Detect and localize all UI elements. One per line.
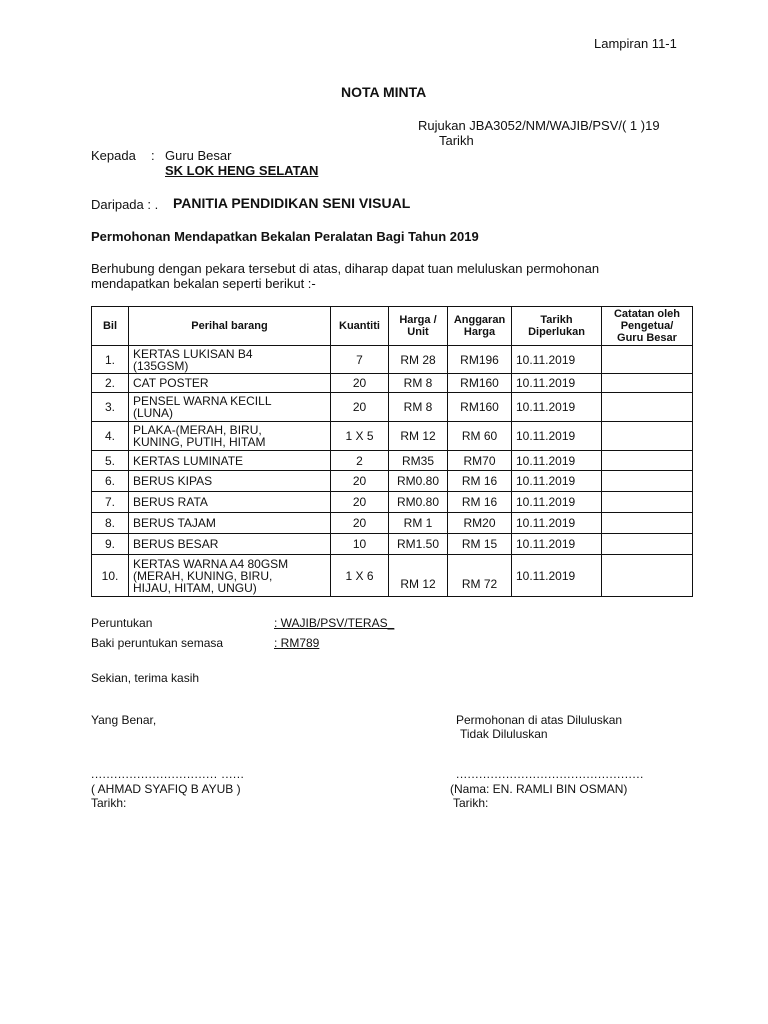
cell-catatan bbox=[602, 451, 693, 471]
yang-benar: Yang Benar, bbox=[91, 713, 157, 727]
subject-line: Permohonan Mendapatkan Bekalan Peralatan Bagi Tahun 2019 bbox=[91, 229, 479, 244]
cell-kuantiti: 1 X 5 bbox=[331, 422, 389, 451]
header-tarikh: Tarikh Diperlukan bbox=[512, 307, 602, 346]
cell-tarikh: 10.11.2019 bbox=[512, 451, 602, 471]
cell-anggaran: RM196 bbox=[448, 346, 512, 374]
cell-kuantiti: 2 bbox=[331, 451, 389, 471]
header-kuantiti: Kuantiti bbox=[331, 307, 389, 346]
cell-kuantiti: 1 X 6 bbox=[331, 555, 389, 597]
peruntukan-label: Peruntukan bbox=[91, 616, 153, 630]
cell-kuantiti: 20 bbox=[331, 471, 389, 492]
cell-perihal: BERUS BESAR bbox=[129, 534, 331, 555]
cell-harga: RM1.50 bbox=[389, 534, 448, 555]
cell-catatan bbox=[602, 471, 693, 492]
cell-kuantiti: 10 bbox=[331, 534, 389, 555]
table-row bbox=[92, 555, 693, 597]
cell-anggaran: RM20 bbox=[448, 513, 512, 534]
kepada-separator: : bbox=[151, 148, 155, 163]
cell-bil: 2. bbox=[92, 374, 129, 393]
signer-name-left: ( AHMAD SYAFIQ B AYUB ) bbox=[91, 782, 241, 796]
table-row bbox=[92, 513, 693, 534]
cell-tarikh: 10.11.2019 bbox=[512, 393, 602, 422]
items-table bbox=[91, 306, 693, 597]
table-row bbox=[92, 374, 693, 393]
cell-catatan bbox=[602, 513, 693, 534]
header-bil: Bil bbox=[92, 307, 129, 346]
table-row bbox=[92, 471, 693, 492]
lampiran-label: Lampiran 11-1 bbox=[594, 36, 677, 51]
cell-kuantiti: 20 bbox=[331, 374, 389, 393]
cell-tarikh: 10.11.2019 bbox=[512, 422, 602, 451]
cell-perihal: PENSEL WARNA KECILL (LUNA) bbox=[129, 393, 331, 422]
cell-harga: RM 8 bbox=[389, 374, 448, 393]
cell-bil: 10. bbox=[92, 555, 129, 597]
date-label-left: Tarikh: bbox=[91, 796, 127, 810]
table-row bbox=[92, 534, 693, 555]
cell-bil: 5. bbox=[92, 451, 129, 471]
cell-perihal: BERUS KIPAS bbox=[129, 471, 331, 492]
cell-harga: RM 12 bbox=[389, 422, 448, 451]
cell-perihal: KERTAS WARNA A4 80GSM (MERAH, KUNING, BIRU, HIJAU, HITAM, UNGU) bbox=[129, 555, 331, 597]
cell-perihal: PLAKA-(MERAH, BIRU, KUNING, PUTIH, HITAM bbox=[129, 422, 331, 451]
daripada-value: PANITIA PENDIDIKAN SENI VISUAL bbox=[173, 195, 411, 211]
cell-catatan bbox=[602, 374, 693, 393]
cell-tarikh: 10.11.2019 bbox=[512, 471, 602, 492]
cell-catatan bbox=[602, 555, 693, 597]
page-title: NOTA MINTA bbox=[341, 84, 427, 100]
kepada-recipient: Guru Besar bbox=[165, 148, 232, 163]
intro-line-2: mendapatkan bekalan seperti berikut :- bbox=[91, 276, 316, 291]
cell-harga: RM 28 bbox=[389, 346, 448, 374]
signer-name-right: (Nama: EN. RAMLI BIN OSMAN) bbox=[450, 782, 628, 796]
table-row bbox=[92, 393, 693, 422]
cell-catatan bbox=[602, 422, 693, 451]
header-anggaran: Anggaran Harga bbox=[448, 307, 512, 346]
cell-perihal: KERTAS LUMINATE bbox=[129, 451, 331, 471]
cell-catatan bbox=[602, 346, 693, 374]
approval-line-1: Permohonan di atas Diluluskan bbox=[456, 713, 623, 727]
header-perihal: Perihal barang bbox=[129, 307, 331, 346]
cell-bil: 9. bbox=[92, 534, 129, 555]
cell-bil: 4. bbox=[92, 422, 129, 451]
date-label-right: Tarikh: bbox=[453, 796, 489, 810]
cell-catatan bbox=[602, 393, 693, 422]
rujukan-line: Rujukan JBA3052/NM/WAJIB/PSV/( 1 )19 bbox=[418, 118, 660, 133]
cell-kuantiti: 20 bbox=[331, 492, 389, 513]
cell-anggaran: RM 72 bbox=[448, 555, 512, 597]
cell-tarikh: 10.11.2019 bbox=[512, 492, 602, 513]
cell-bil: 8. bbox=[92, 513, 129, 534]
table-row bbox=[92, 451, 693, 471]
cell-harga: RM 1 bbox=[389, 513, 448, 534]
cell-anggaran: RM 16 bbox=[448, 471, 512, 492]
peruntukan-value: : WAJIB/PSV/TERAS_ bbox=[274, 616, 395, 630]
cell-harga: RM 8 bbox=[389, 393, 448, 422]
cell-harga: RM0.80 bbox=[389, 492, 448, 513]
cell-anggaran: RM 16 bbox=[448, 492, 512, 513]
header-harga: Harga / Unit bbox=[389, 307, 448, 346]
cell-bil: 7. bbox=[92, 492, 129, 513]
cell-perihal: BERUS TAJAM bbox=[129, 513, 331, 534]
cell-tarikh: 10.11.2019 bbox=[512, 346, 602, 374]
approval-line-2: Tidak Diluluskan bbox=[460, 727, 548, 741]
cell-anggaran: RM160 bbox=[448, 393, 512, 422]
cell-anggaran: RM 60 bbox=[448, 422, 512, 451]
cell-catatan bbox=[602, 492, 693, 513]
signature-line-left: ................................. ...... bbox=[91, 767, 245, 781]
cell-bil: 3. bbox=[92, 393, 129, 422]
cell-kuantiti: 7 bbox=[331, 346, 389, 374]
table-row bbox=[92, 346, 693, 374]
tarikh-top-label: Tarikh bbox=[439, 133, 474, 148]
kepada-label: Kepada bbox=[91, 148, 136, 163]
kepada-school: SK LOK HENG SELATAN bbox=[165, 163, 319, 178]
cell-anggaran: RM70 bbox=[448, 451, 512, 471]
cell-harga: RM0.80 bbox=[389, 471, 448, 492]
cell-kuantiti: 20 bbox=[331, 393, 389, 422]
cell-tarikh: 10.11.2019 bbox=[512, 555, 602, 597]
cell-anggaran: RM 15 bbox=[448, 534, 512, 555]
table-row bbox=[92, 422, 693, 451]
cell-perihal: KERTAS LUKISAN B4 (135GSM) bbox=[129, 346, 331, 374]
table-row bbox=[92, 492, 693, 513]
cell-catatan bbox=[602, 534, 693, 555]
cell-bil: 1. bbox=[92, 346, 129, 374]
header-catatan: Catatan oleh Pengetua/ Guru Besar bbox=[602, 307, 693, 346]
cell-tarikh: 10.11.2019 bbox=[512, 534, 602, 555]
cell-bil: 6. bbox=[92, 471, 129, 492]
cell-perihal: CAT POSTER bbox=[129, 374, 331, 393]
cell-tarikh: 10.11.2019 bbox=[512, 513, 602, 534]
cell-harga: RM 12 bbox=[389, 555, 448, 597]
cell-anggaran: RM160 bbox=[448, 374, 512, 393]
closing-text: Sekian, terima kasih bbox=[91, 671, 200, 685]
table-header-row bbox=[92, 307, 693, 346]
baki-label: Baki peruntukan semasa bbox=[91, 636, 224, 650]
cell-perihal: BERUS RATA bbox=[129, 492, 331, 513]
cell-harga: RM35 bbox=[389, 451, 448, 471]
signature-line-right: ................................................. bbox=[456, 767, 644, 781]
daripada-label: Daripada : . bbox=[91, 197, 159, 212]
cell-tarikh: 10.11.2019 bbox=[512, 374, 602, 393]
baki-value: : RM789 bbox=[274, 636, 320, 650]
intro-line-1: Berhubung dengan pekara tersebut di atas, diharap dapat tuan meluluskan permohonan bbox=[91, 261, 600, 276]
cell-kuantiti: 20 bbox=[331, 513, 389, 534]
